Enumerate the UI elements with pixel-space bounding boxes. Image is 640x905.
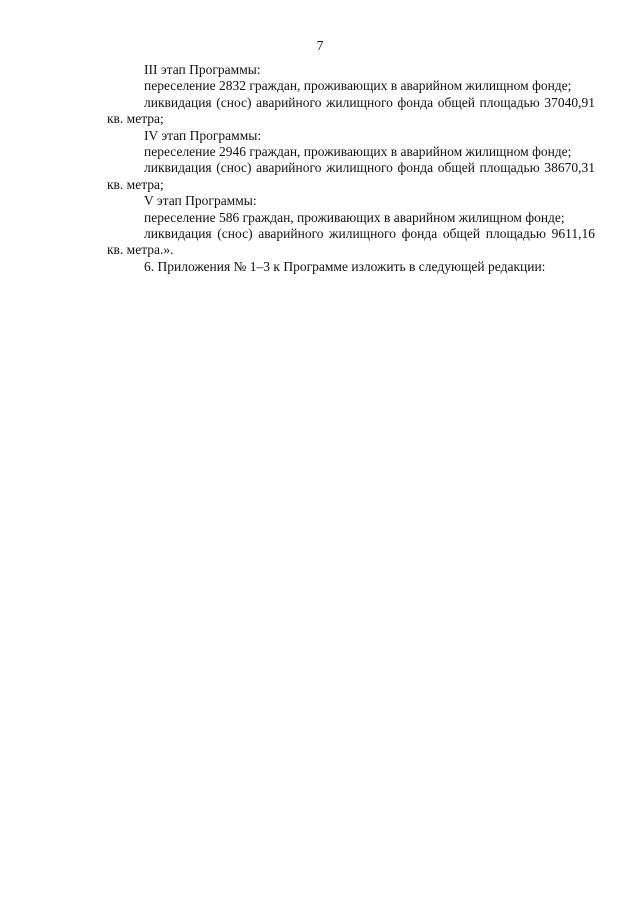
stage-5-heading: V этап Программы:	[144, 193, 257, 209]
stage-5-resettlement: переселение 586 граждан, проживающих в аварийном жилищном фонде;	[144, 209, 565, 225]
stage-4-heading: IV этап Программы:	[144, 127, 262, 143]
stage-4-demolition: ликвидация (снос) аварийного жилищного фонда общей площадью 38670,31 кв. метра;	[107, 160, 595, 192]
document-body	[107, 62, 595, 275]
stage-3-demolition: ликвидация (снос) аварийного жилищного фонда общей площадью 37040,91 кв. метра;	[107, 94, 595, 127]
stage-4-resettlement: переселение 2946 граждан, проживающих в аварийном жилищном фонде;	[144, 144, 572, 160]
stage-3-heading: III этап Программы:	[144, 62, 261, 77]
stage-3-resettlement: переселение 2832 граждан, проживающих в аварийном жилищном фонде;	[144, 78, 572, 94]
item-6-appendices: 6. Приложения № 1–3 к Программе изложить в следующей редакции:	[144, 258, 546, 274]
page-number: 7	[316, 38, 324, 53]
stage-5-demolition: ликвидация (снос) аварийного жилищного фонда общей площадью 9611,16 кв. метра.».	[107, 226, 595, 258]
